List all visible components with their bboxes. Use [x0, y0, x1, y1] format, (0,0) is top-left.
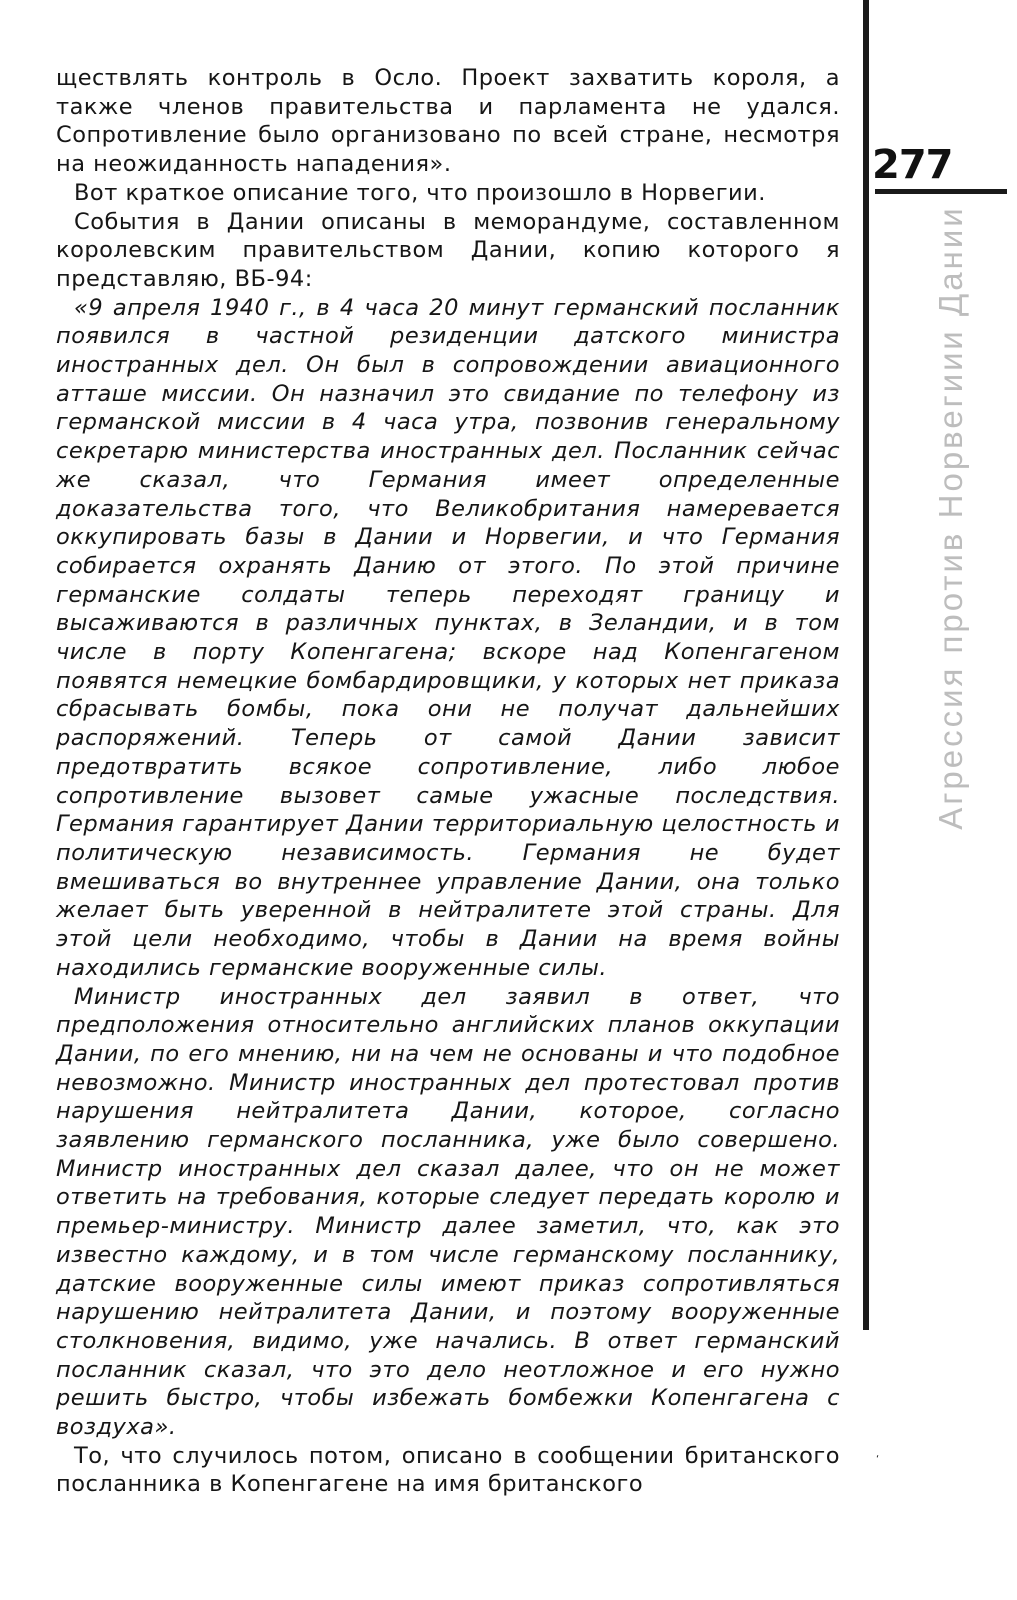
running-title-line-1: Агрессия против Норвегии: [932, 349, 969, 830]
paragraph: Министр иностранных дел заявил в ответ, что предположения относительно английских планов оккупации Дании, по его мнению, ни на чем не основаны и что подобное невозможно. Министр иностранных дел протестовал против нарушения нейтралитета Дании, которое, согласно заявлению германского посланника, уже было совершено. Министр иностранных дел сказал далее, что он не может ответить на требования, которые следует передать королю и премьер-министру. Министр далее заметил, что, как это известно каждому, и в том числе германскому посланнику, датские вооруженные силы имеют приказ сопротивляться нарушению нейтралитета Дании, и поэтому вооруженные столкновения, видимо, уже начались. В ответ германский посланник сказал, что это дело неотложное и его нужно решить быстро, чтобы избежать бомбежки Копенгагена с воздуха».: [56, 983, 840, 1441]
vertical-rule: [863, 0, 869, 1330]
paragraph: ществлять контроль в Осло. Проект захватить короля, а также членов правительства и парламента не удался. Сопротивление было организовано по всей стране, несмотря на неожиданность нападения».: [56, 65, 840, 178]
running-title-line-2: и Дании: [932, 205, 969, 350]
paragraph: Вот краткое описание того, что произошло в Норвегии.: [74, 179, 766, 206]
running-title: [934, 205, 968, 830]
paragraph: То, что случилось потом, описано в сообщении британского посланника в Копенгагене на имя британского: [56, 1442, 840, 1498]
paragraph: «9 апреля 1940 г., в 4 часа 20 минут германский посланник появился в частной резиденции датского министра иностранных дел. Он был в сопровождении авиационного атташе миссии. Он назначил это свидание по телефону из германской миссии в 4 часа утра, позвонив генеральному секретарю министерства иностранных дел. Посланник сейчас же сказал, что Германия имеет определенные доказательства того, что Великобритания намеревается оккупировать базы в Дании и Норвегии, и что Германия собирается охранять Данию от этого. По этой причине германские солдаты теперь переходят границу и высаживаются в различных пунктах, в Зеландии, и в том числе в порту Копенгагена; вскоре над Копенгагеном появятся немецкие бомбардировщики, у которых нет приказа сбрасывать бомбы, пока они не получат дальнейших распоряжений. Теперь от самой Дании зависит предотвратить всякое сопротивление, либо любое сопротивление вызовет самые ужасные последствия. Германия гарантирует Дании территориальную целостность и политическую независимость. Германия не будет вмешиваться во внутреннее управление Дании, она только желает быть уверенной в нейтралитете этой страны. Для этой цели необходимо, чтобы в Дании на время войны находились германские вооруженные силы.: [56, 294, 840, 981]
paragraph: События в Дании описаны в меморандуме, составленном королевским правительством Дании, копию которого я представляю, ВБ-94:: [56, 208, 840, 292]
page-number: 277: [872, 142, 953, 188]
horizontal-rule: [875, 189, 1007, 194]
margin-mark: ‘: [876, 1454, 880, 1465]
body-text: [56, 64, 840, 1499]
